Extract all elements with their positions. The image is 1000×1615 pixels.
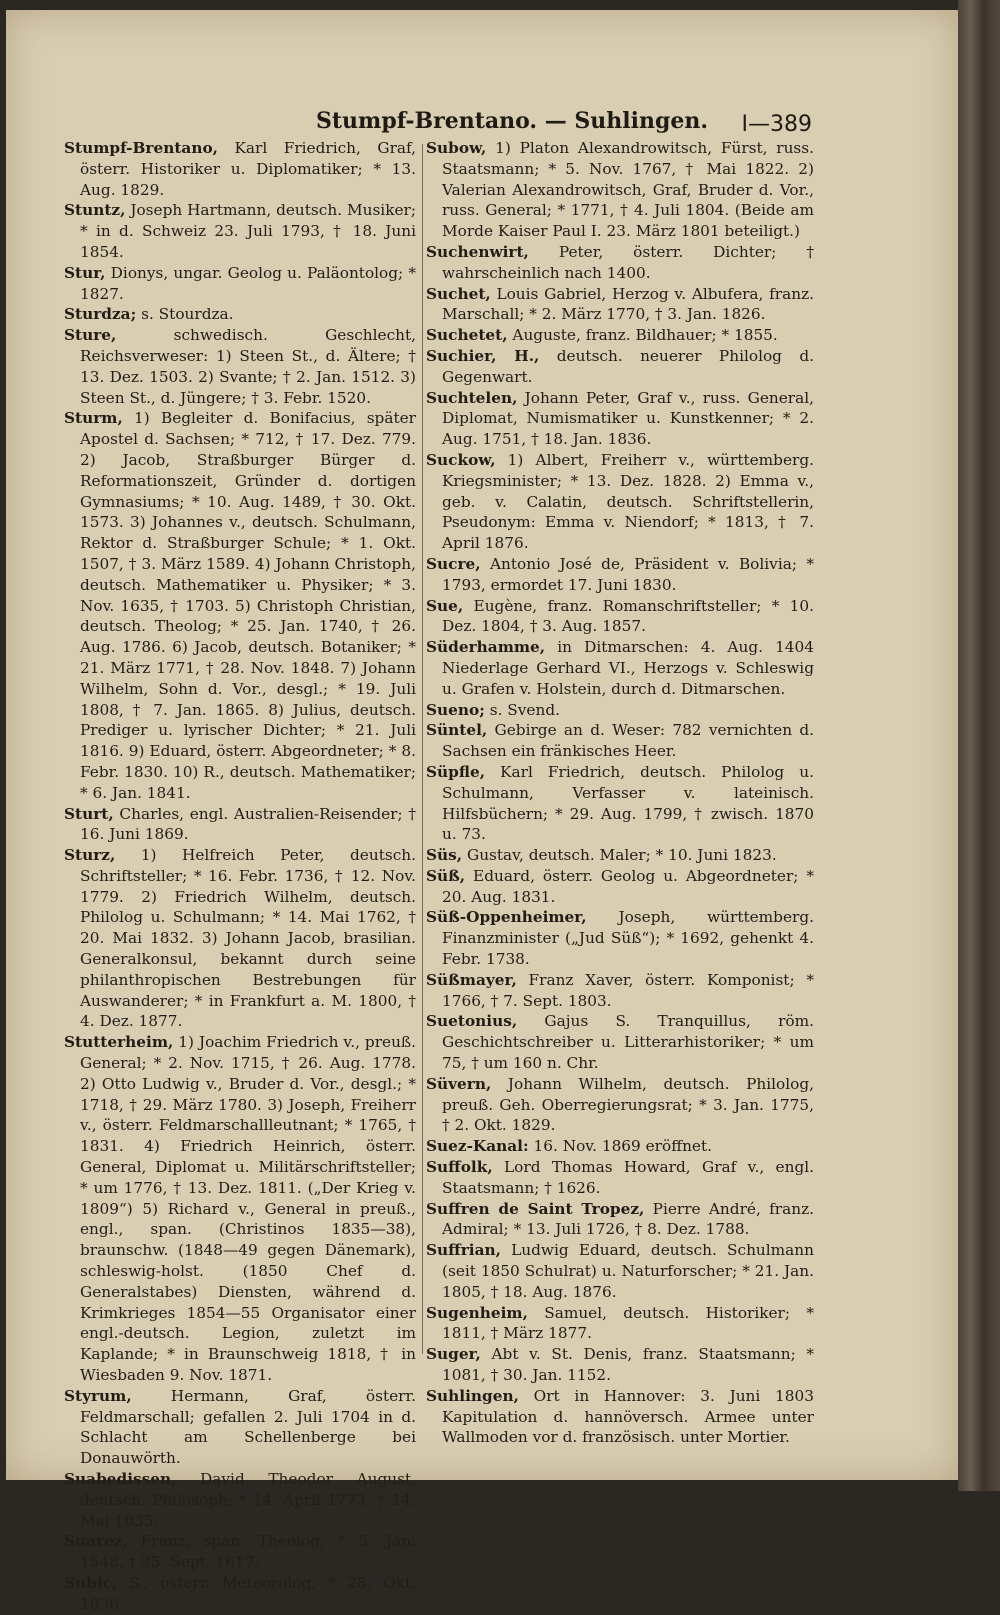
- entry-headword: Süntel,: [426, 721, 488, 740]
- entry-text: 1) Helfreich Peter, deutsch. Schriftsteller; * 16. Febr. 1736, † 12. Nov. 1779. 2) Friedrich Wilhelm, deutsch. Philolog u. Schulmann; * 14. Mai 1762, † 20. Mai 1832. 3) Johann Jacob, brasilian. Generalkonsul, bekannt durch seine philanthropischen Bestrebungen für Auswanderer; * in Frankfurt a. M. 1800, † 4. Dez. 1877.: [80, 846, 416, 1031]
- right-column: [426, 138, 814, 1448]
- entry-headword: Suger,: [426, 1345, 481, 1364]
- entry-headword: Suchenwirt,: [426, 242, 529, 261]
- entry-text: Joseph, württemberg. Finanzminister („Jud Süß“); * 1692, gehenkt 4. Febr. 1738.: [442, 908, 814, 969]
- entry-headword: Sturdza;: [64, 305, 137, 324]
- entry-headword: Sturm,: [64, 409, 123, 428]
- lexicon-entry: [64, 1386, 416, 1469]
- lexicon-entry: [426, 1011, 814, 1073]
- lexicon-entry: [426, 450, 814, 554]
- entry-headword: Sturz,: [64, 846, 116, 865]
- lexicon-entry: [426, 845, 814, 866]
- entry-text: 1) Begleiter d. Bonifacius, später Apostel d. Sachsen; * 712, † 17. Dez. 779. 2) Jacob, Straßburger Bürger d. Reformationszeit, Gründer d. dortigen Gymnasiums; * 10. Aug. 1489, † 30. Okt. 1573. 3) Johannes v., deutsch. Schulmann, Rektor d. Straßburger Schule; * 1. Okt. 1507, † 3. März 1589. 4) Johann Christoph, deutsch. Mathematiker u. Physiker; * 3. Nov. 1635, † 1703. 5) Christoph Christian, deutsch. Theolog; * 25. Jan. 1740, † 26. Aug. 1786. 6) Jacob, deutsch. Botaniker; * 21. März 1771, † 28. Nov. 1848. 7) Johann Wilhelm, Sohn d. Vor., desgl.; * 19. Juli 1808, † 7. Jan. 1865. 8) Julius, deutsch. Prediger u. lyrischer Dichter; * 21. Juli 1816. 9) Eduard, österr. Abgeordneter; * 8. Febr. 1830. 10) R., deutsch. Mathematiker; * 6. Jan. 1841.: [80, 409, 416, 802]
- entry-text: Johann Wilhelm, deutsch. Philolog, preuß. Geh. Oberregierungsrat; * 3. Jan. 1775, † 2. Okt. 1829.: [442, 1074, 814, 1135]
- entry-headword: Suhlingen,: [426, 1386, 519, 1405]
- lexicon-entry: [426, 1240, 814, 1302]
- lexicon-entry: [426, 388, 814, 450]
- book-spine: [958, 0, 1000, 1491]
- column-divider: [422, 144, 423, 1354]
- lexicon-entry: [426, 1303, 814, 1345]
- lexicon-entry: [64, 304, 416, 325]
- entry-text: Franz Xaver, österr. Komponist; * 1766, † 7. Sept. 1803.: [442, 970, 814, 1010]
- entry-headword: Suchtelen,: [426, 388, 518, 407]
- entry-text: Abt v. St. Denis, franz. Staatsmann; * 1081, † 30. Jan. 1152.: [442, 1345, 814, 1385]
- entry-text: Samuel, deutsch. Historiker; * 1811, † März 1877.: [442, 1303, 814, 1343]
- entry-text: David Theodor August, deutsch. Philosoph; * 14. April 1773, † 14. Mai 1835.: [80, 1470, 416, 1530]
- lexicon-entry: [426, 866, 814, 908]
- entry-headword: Suchet,: [426, 284, 491, 303]
- entry-text: s. Stourdza.: [136, 305, 234, 324]
- entry-text: Joseph Hartmann, deutsch. Musiker; * in d. Schweiz 23. Juli 1793, † 18. Juni 1854.: [80, 201, 416, 261]
- entry-text: Karl Friedrich, Graf, österr. Historiker u. Diplomatiker; * 13. Aug. 1829.: [80, 139, 416, 199]
- entry-text: Charles, engl. Australien-Reisender; † 16. Juni 1869.: [80, 804, 416, 844]
- lexicon-entry: [426, 1199, 814, 1241]
- entry-text: Hermann, Graf, österr. Feldmarschall; gefallen 2. Juli 1704 in d. Schlacht am Schellenberge bei Donauwörth.: [80, 1386, 416, 1468]
- entry-text: in Ditmarschen: 4. Aug. 1404 Niederlage Gerhard VI., Herzogs v. Schleswig u. Grafen v. Holstein, durch d. Ditmarschen.: [442, 638, 814, 698]
- lexicon-entry: [64, 200, 416, 262]
- lexicon-entry: [426, 1344, 814, 1386]
- book-page: [6, 10, 958, 1613]
- lexicon-entry: [426, 1386, 814, 1448]
- entry-text: Auguste, franz. Bildhauer; * 1855.: [507, 326, 778, 345]
- entry-headword: Stumpf-Brentano,: [64, 139, 218, 157]
- entry-headword: Stuntz,: [64, 201, 126, 220]
- entry-headword: Suffolk,: [426, 1158, 493, 1177]
- entry-headword: Suetonius,: [426, 1012, 518, 1031]
- lexicon-entry: [64, 845, 416, 1032]
- entry-headword: Sucre,: [426, 554, 481, 573]
- entry-text: Gustav, deutsch. Maler; * 10. Juni 1823.: [462, 846, 777, 865]
- entry-text: S., österr. Meteorolog; * 28. Okt. 1836.: [80, 1573, 416, 1613]
- entry-headword: Sueno;: [426, 700, 485, 719]
- left-column: [64, 138, 416, 1615]
- entry-headword: Suffrian,: [426, 1241, 501, 1260]
- lexicon-entry: [64, 1032, 416, 1386]
- entry-text: Karl Friedrich, deutsch. Philolog u. Schulmann, Verfasser v. lateinisch. Hilfsbüchern; * 29. Aug. 1799, † zwisch. 1870 u. 73.: [442, 762, 814, 844]
- lexicon-entry: [426, 284, 814, 326]
- lexicon-entry: [426, 720, 814, 762]
- lexicon-entry: [64, 263, 416, 305]
- lexicon-entry: [426, 762, 814, 845]
- lexicon-entry: [426, 700, 814, 721]
- entry-text: Lord Thomas Howard, Graf v., engl. Staatsmann; † 1626.: [442, 1158, 814, 1197]
- entry-text: 1) Joachim Friedrich v., preuß. General; * 2. Nov. 1715, † 26. Aug. 1778. 2) Otto Ludwig v., Bruder d. Vor., desgl.; * 1718, † 29. März 1780. 3) Joseph, Freiherr v., österr. Feldmarschallleutnant; * 1765, † 1831. 4) Friedrich Heinrich, österr. General, Diplomat u. Militärschriftsteller; * um 1776, † 13. Dez. 1811. („Der Krieg v. 1809“) 5) Richard v., General in preuß., engl., span. (Christinos 1835—38), braunschw. (1848—49 gegen Dänemark), schleswig-holst. (1850 Chef d. Generalstabes) Diensten, während d. Krimkrieges 1854—55 Organisator einer engl.-deutsch. Legion, zuletzt im Kaplande; * in Braunschweig 1818, † in Wiesbaden 9. Nov. 1871.: [80, 1033, 416, 1385]
- entry-headword: Suckow,: [426, 450, 496, 469]
- lexicon-entry: [64, 1469, 416, 1531]
- entry-text: Pierre André, franz. Admiral; * 13. Juli 1726, † 8. Dez. 1788.: [442, 1199, 814, 1239]
- entry-text: Ludwig Eduard, deutsch. Schulmann (seit 1850 Schulrat) u. Naturforscher; * 21. Jan. 1805, † 18. Aug. 1876.: [442, 1241, 814, 1301]
- entry-headword: Süvern,: [426, 1074, 492, 1093]
- lexicon-entry: [426, 554, 814, 596]
- entry-headword: Süderhamme,: [426, 638, 546, 657]
- entry-headword: Suffren de Saint Tropez,: [426, 1199, 645, 1218]
- lexicon-entry: [64, 325, 416, 408]
- entry-headword: Sturt,: [64, 804, 114, 823]
- entry-text: Louis Gabriel, Herzog v. Albufera, franz. Marschall; * 2. März 1770, † 3. Jan. 1826.: [442, 284, 814, 324]
- lexicon-entry: [64, 804, 416, 846]
- lexicon-entry: [64, 1573, 416, 1615]
- entry-text: Johann Peter, Graf v., russ. General, Diplomat, Numismatiker u. Kunstkenner; * 2. Aug. 1751, † 18. Jan. 1836.: [442, 388, 814, 449]
- entry-text: Dionys, ungar. Geolog u. Paläontolog; * 1827.: [80, 263, 416, 303]
- entry-headword: Stutterheim,: [64, 1033, 174, 1052]
- entry-headword: Sugenheim,: [426, 1303, 528, 1322]
- lexicon-entry: [426, 637, 814, 699]
- entry-text: 1) Platon Alexandrowitsch, Fürst, russ. Staatsmann; * 5. Nov. 1767, † Mai 1822. 2) Valerian Alexandrowitsch, Graf, Bruder d. Vor., russ. General; * 1771, † 4. Juli 1804. (Beide am Morde Kaiser Paul I. 23. März 1801 beteiligt.): [442, 139, 814, 241]
- entry-headword: Süs,: [426, 846, 463, 865]
- entry-headword: Sture,: [64, 326, 117, 345]
- entry-headword: Suez-Kanal:: [426, 1137, 529, 1156]
- lexicon-entry: [64, 408, 416, 803]
- entry-headword: Suchetet,: [426, 326, 508, 345]
- entry-text: deutsch. neuerer Philolog d. Gegenwart.: [442, 346, 814, 386]
- lexicon-entry: [426, 1136, 814, 1157]
- entry-text: Eugène, franz. Romanschriftsteller; * 10. Dez. 1804, † 3. Aug. 1857.: [442, 596, 814, 636]
- entry-headword: Süß-Oppenheimer,: [426, 908, 587, 927]
- lexicon-entry: [426, 907, 814, 969]
- entry-text: schwedisch. Geschlecht, Reichsverweser: 1) Steen St., d. Ältere; † 13. Dez. 1503. 2) Svante; † 2. Jan. 1512. 3) Steen St., d. Jüngere; † 3. Febr. 1520.: [80, 326, 416, 407]
- running-title: Stumpf-Brentano. — Suhlingen.: [316, 108, 708, 134]
- entry-headword: Styrum,: [64, 1386, 132, 1405]
- lexicon-entry: [426, 138, 814, 242]
- entry-text: Franz, span. Theolog; * 5. Jan. 1548, † 25. Sept. 1617.: [80, 1532, 416, 1572]
- entry-text: Gebirge an d. Weser: 782 vernichten d. Sachsen ein fränkisches Heer.: [442, 721, 814, 761]
- lexicon-entry: [426, 596, 814, 638]
- entry-headword: Suchier, H.,: [426, 346, 540, 365]
- lexicon-entry: [426, 970, 814, 1012]
- entry-text: Antonio José de, Präsident v. Bolivia; * 1793, ermordet 17. Juni 1830.: [442, 554, 814, 594]
- entry-headword: Suarez,: [64, 1532, 128, 1551]
- lexicon-entry: [64, 138, 416, 200]
- entry-headword: Subic,: [64, 1573, 118, 1592]
- lexicon-entry: [426, 325, 814, 346]
- lexicon-entry: [426, 1074, 814, 1136]
- entry-text: Eduard, österr. Geolog u. Abgeordneter; * 20. Aug. 1831.: [442, 866, 814, 906]
- entry-headword: Süßmayer,: [426, 970, 517, 989]
- entry-text: 16. Nov. 1869 eröffnet.: [528, 1137, 712, 1156]
- entry-text: 1) Albert, Freiherr v., württemberg. Kriegsminister; * 13. Dez. 1828. 2) Emma v., geb. v. Calatin, deutsch. Schriftstellerin, Pseudonym: Emma v. Niendorf; * 1813, † 7. April 1876.: [442, 450, 814, 553]
- entry-headword: Süpfle,: [426, 762, 486, 781]
- entry-headword: Subow,: [426, 139, 487, 157]
- lexicon-entry: [426, 1157, 814, 1199]
- lexicon-entry: [64, 1531, 416, 1573]
- entry-text: s. Svend.: [484, 700, 560, 719]
- lexicon-entry: [426, 242, 814, 284]
- entry-text: Peter, österr. Dichter; † wahrscheinlich nach 1400.: [442, 242, 814, 282]
- entry-headword: Süß,: [426, 866, 466, 885]
- page-number: I—389: [741, 112, 812, 137]
- entry-text: Ort in Hannover: 3. Juni 1803 Kapitulation d. hannöversch. Armee unter Wallmoden vor d. französisch. unter Mortier.: [442, 1386, 814, 1447]
- entry-headword: Suabedissen,: [64, 1470, 177, 1488]
- entry-headword: Stur,: [64, 263, 106, 282]
- lexicon-entry: [426, 346, 814, 388]
- entry-headword: Sue,: [426, 596, 464, 615]
- entry-text: Gajus S. Tranquillus, röm. Geschichtschreiber u. Litterarhistoriker; * um 75, † um 160 n. Chr.: [442, 1012, 814, 1073]
